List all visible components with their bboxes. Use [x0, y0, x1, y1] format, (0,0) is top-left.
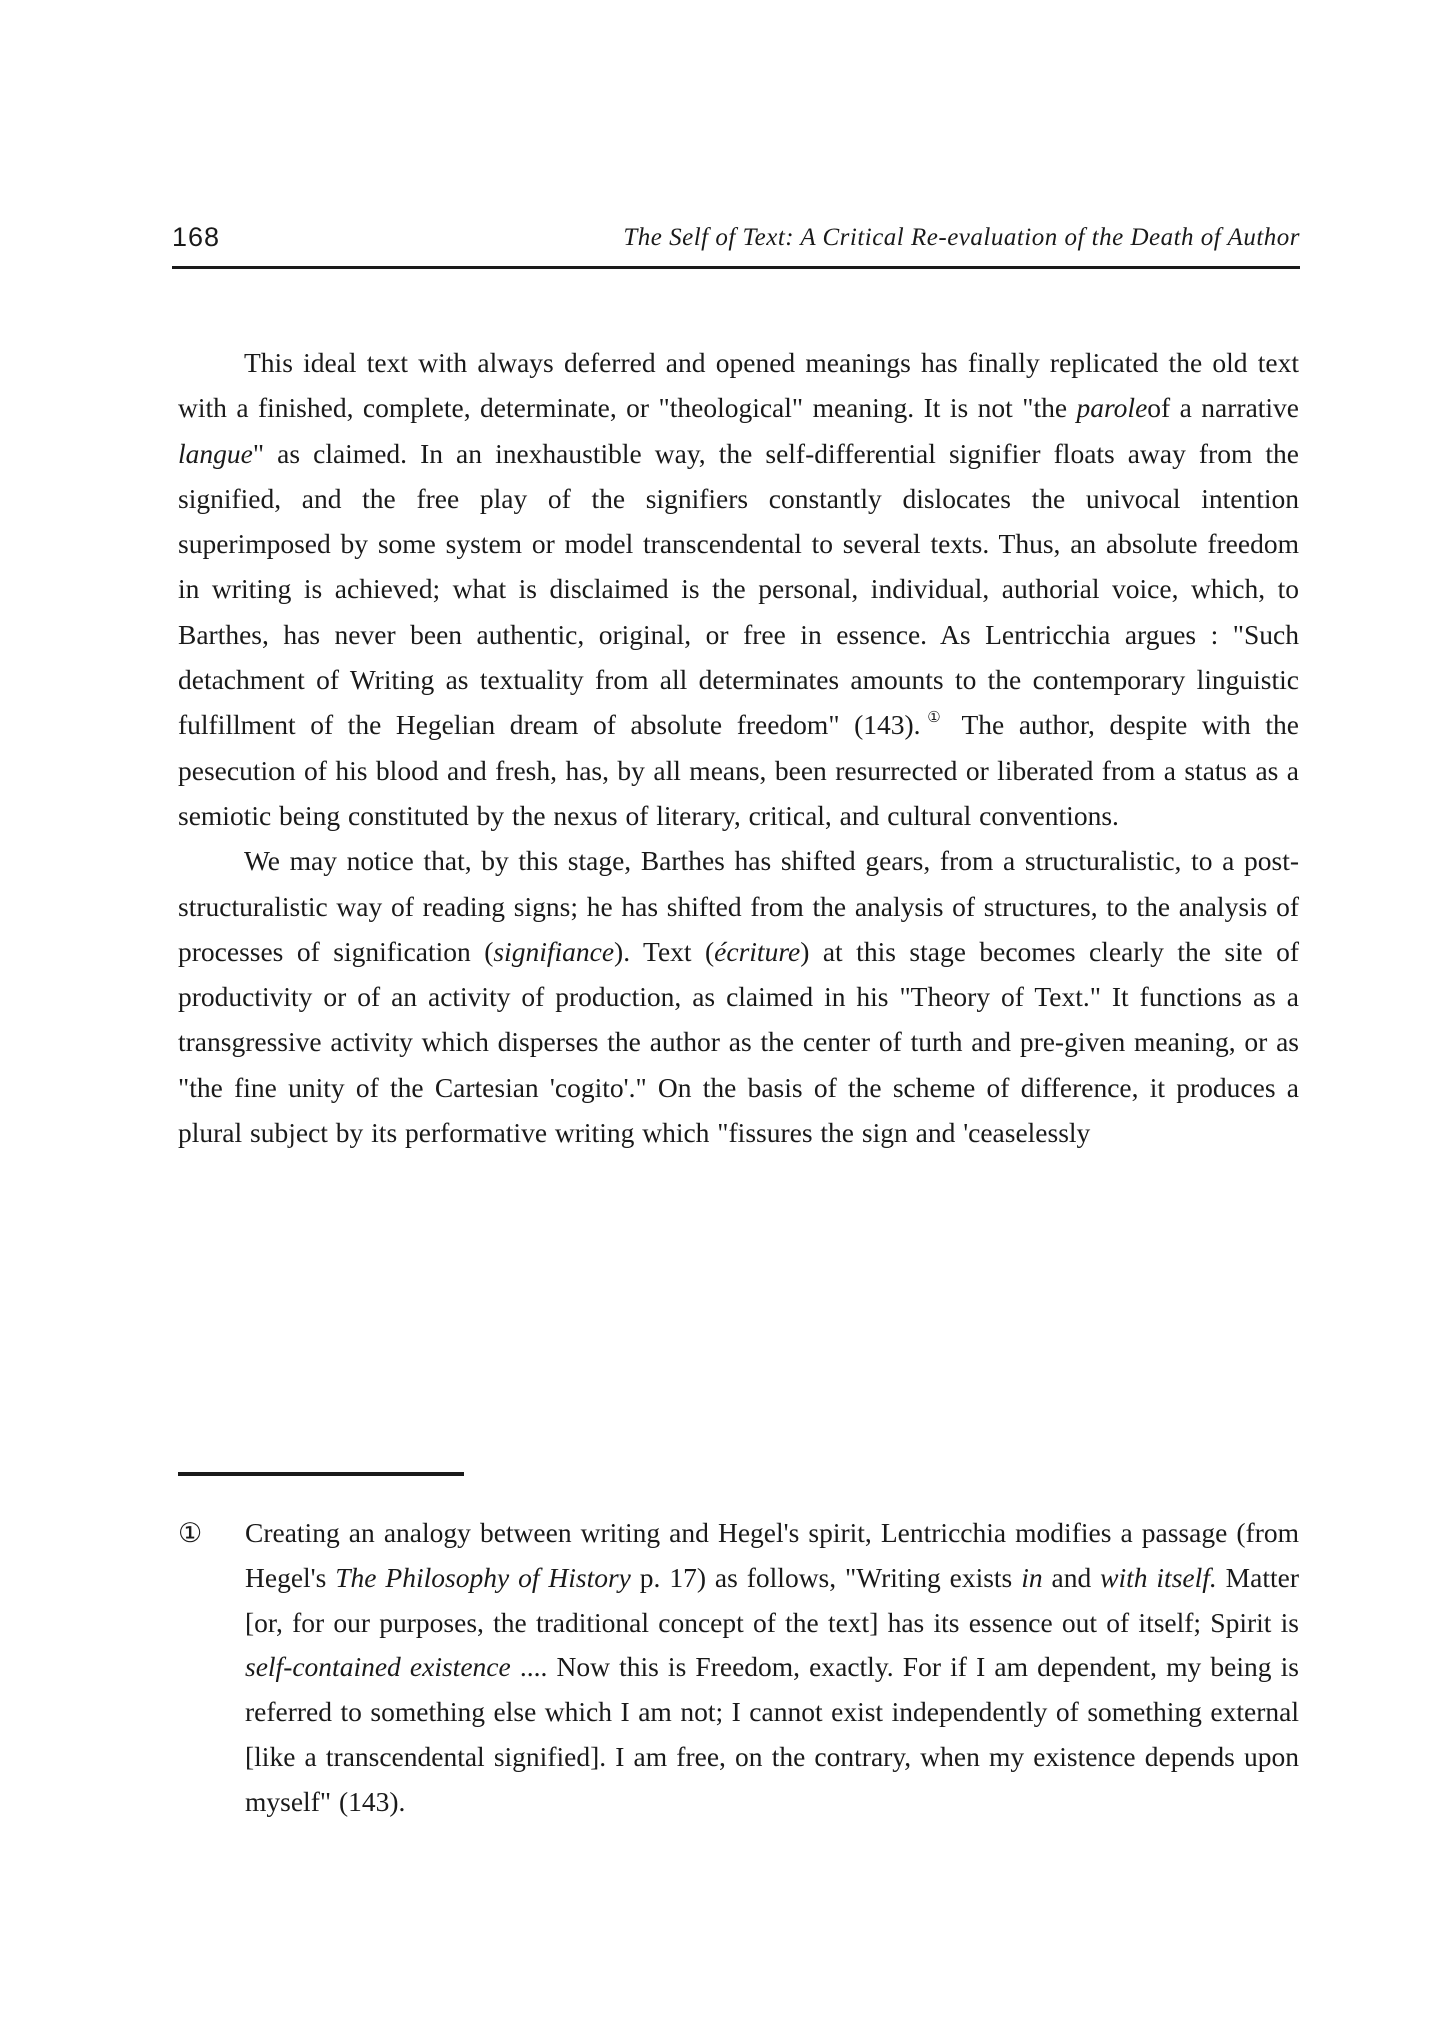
p2-text-3: ) at this stage becomes clearly the site of productivity or of an activity of production, as claimed in his "Theory of Text." It functions as a transgressive activity which disperses the author as the center of turth and pre-given meaning, or as "the fine unity of the Cartesian 'cogito'." On the basis of the scheme of difference, it produces a plural subject by its performative writing which "fissures the sign and 'ceaselessly: [178, 935, 1299, 1149]
p1-text-1: This ideal text with always deferred and opened meanings has finally replicated the old text with a finished, complete, determinate, or "theological" meaning. It is not "the: [178, 347, 1299, 424]
footnote-body: [245, 1511, 1299, 1825]
fn-italic-book-title: The Philosophy of History: [335, 1561, 631, 1593]
page-number: 168: [172, 222, 221, 252]
p1-italic-parole: parole: [1076, 392, 1148, 424]
fn-text-3: and: [1042, 1561, 1101, 1593]
fn-italic-in: in: [1021, 1561, 1043, 1593]
fn-text-5: .... Now this is Freedom, exactly. For if I am dependent, my being is referred to something else which I am not; I cannot exist independently of something external [like a transcendental signified]. I am free, on the contrary, when my existence depends upon myself" (143).: [245, 1651, 1299, 1817]
footnote-reference[interactable]: ①: [920, 710, 948, 727]
fn-italic-self-contained: self-contained existence: [245, 1651, 511, 1683]
header-rule: [172, 266, 1300, 269]
fn-text-4: Matter [or, for our purposes, the traditional concept of the text] has its essence out of itself; Spirit is: [245, 1561, 1299, 1638]
p1-italic-langue: langue: [178, 437, 253, 469]
p2-italic-ecriture: écriture: [714, 935, 801, 967]
running-head: [172, 222, 1300, 262]
p2-italic-signifiance: signifiance: [493, 935, 615, 967]
main-text: [178, 340, 1299, 1155]
p1-text-3: " as claimed. In an inexhaustible way, the self-differential signifier floats away from the signified, and the free play of the signifiers constantly dislocates the univocal intention superimposed by some system or model transcendental to several texts. Thus, an absolute freedom in writing is achieved; what is disclaimed is the personal, individual, authorial voice, which, to Barthes, has never been authentic, original, or free in essence. As Lentricchia argues : "Such detachment of Writing as textuality from all determinates amounts to the contemporary linguistic fulfillment of the Hegelian dream of absolute freedom" (143).: [178, 437, 1299, 741]
footnote: [178, 1511, 1299, 1825]
fn-italic-with-itself: with itself.: [1100, 1561, 1217, 1593]
p2-text-1: We may notice that, by this stage, Barthes has shifted gears, from a structuralistic, to a post-structuralistic way of reading signs; he has shifted from the analysis of structures, to the analysis of processes of signification (: [178, 845, 1299, 967]
footnote-rule: [178, 1472, 464, 1476]
p2-text-2: ). Text (: [614, 935, 715, 967]
paragraph-1: [178, 340, 1299, 838]
paragraph-2: [178, 838, 1299, 1155]
running-title: The Self of Text: A Critical Re-evaluation of the Death of Author: [623, 224, 1300, 251]
p1-text-4: The author, despite with the pesecution of his blood and fresh, has, by all means, been resurrected or liberated from a status as a semiotic being constituted by the nexus of literary, critical, and cultural conventions.: [178, 709, 1299, 831]
footnote-marker: ①: [178, 1518, 203, 1548]
fn-text-1: Creating an analogy between writing and Hegel's spirit, Lentricchia modifies a passage (from Hegel's: [245, 1517, 1299, 1593]
fn-text-2: p. 17) as follows, "Writing exists: [630, 1561, 1022, 1593]
p1-text-2: of a narrative: [1147, 392, 1300, 424]
